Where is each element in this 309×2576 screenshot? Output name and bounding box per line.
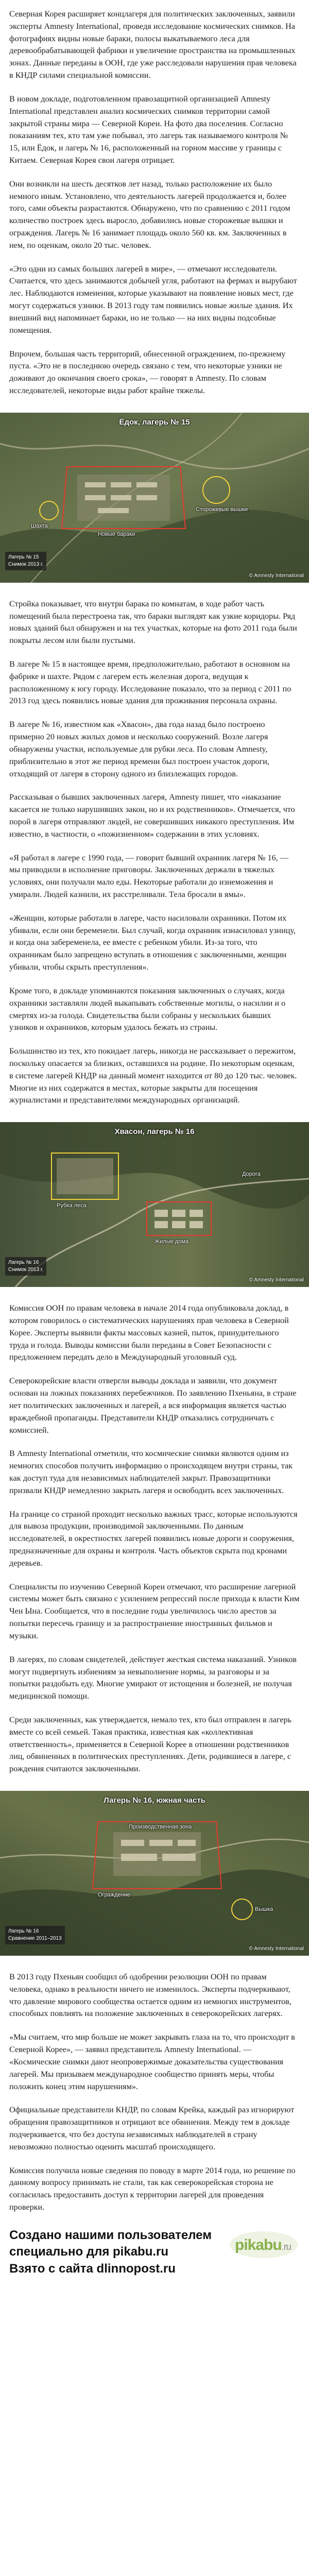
- map-label: Ограждение: [98, 1892, 131, 1898]
- map-label: Новые бараки: [98, 531, 135, 537]
- article-paragraph: Специалисты по изучению Северной Кореи отмечают, что расширение лагерной системы может быть связано с усилением репрессий после прихода к власти Ким Чен Ына. Сообщается, что в последние годы увеличилось число арестов за попытки пересечь границу и за распространение иностранных фильмов и музыки.: [9, 1582, 300, 1640]
- article-paragraph: Комиссия ООН по правам человека в начале 2014 года опубликовала доклад, в котором говорилось о систематических нарушениях прав человека в Северной Корее. Эксперты выявили факты массовых казней, пыток, принудительного труда и голода. Выводы комиссии были переданы в Совет Безопасности с предложением передать дело в Международный уголовный суд.: [9, 1303, 289, 1362]
- article-paragraph: В лагере № 16, известном как «Хвасон», два года назад было построено примерно 20 новых жилых домов и несколько сооружений. Возле лагеря обнаружены участки, используемые для рубки леса. По словам Amnesty, приблизительно в этот же период времени был построен участок дороги, отходящий от лагеря в сторону одного из близлежащих городов.: [9, 720, 269, 778]
- image-caption: Лагерь № 16, южная часть: [104, 1796, 205, 1805]
- satellite-image-camp-16-south: [0, 1791, 309, 1956]
- map-label: Рубка леса: [57, 1202, 87, 1209]
- article-paragraph: «Мы считаем, что мир больше не может закрывать глаза на то, что происходит в Северной Корее», — заявил представитель Amnesty International. — «Космические снимки дают неопровержимые доказательства существования лагерей. Мы призываем международное сообщество принять меры, чтобы положить конец этим нарушениям».: [9, 2032, 295, 2091]
- map-label: Производственная зона: [129, 1824, 192, 1830]
- logo-main: pikabu: [235, 2236, 282, 2253]
- article-paragraph: Они возникли на шесть десятков лет назад, только расположение их было немного иным. Установлено, что деятельность лагерей продолжается и, более того, сами объекты разрастаются. Обнаружено, что по сравнению с 2011 годом количество построек здесь выросло, добавились новые сторожевые вышки и ограждения. Лагерь № 16 занимает площадь около 560 кв. км. Заключенных в нем, по оценкам, около 20 тыс. человек.: [9, 179, 290, 250]
- article-paragraph: В новом докладе, подготовленном правозащитной организацией Amnesty International представлен анализ космических снимков территории самой закрытой страны мира — Северной Кореи. На фото два поселения. Согласно показаниям тех, кто там уже побывал, это лагерь так называемого контроля № 15, или Ёдок, и лагерь № 16, расположенный на горном массиве у границы с Китаем. Северная Корея свои лагеря отрицает.: [9, 94, 288, 165]
- map-label: Дорога: [242, 1171, 261, 1178]
- article-paragraph: В лагерях, по словам свидетелей, действует жесткая система наказаний. Узников могут подвергнуть избиениям за невыполнение нормы, за разговоры и за попытки раздобыть еду. Многие умирают от истощения и болезней, не получая медицинской помощи.: [9, 1654, 297, 1701]
- footer-line: Взято с сайта dlinnopost.ru: [9, 2261, 176, 2276]
- map-label: Вышка: [255, 1906, 273, 1912]
- legend-line: Снимок 2013 г.: [8, 1267, 44, 1273]
- map-label: Шахта: [31, 522, 48, 529]
- article-paragraph: В Amnesty International отметили, что космические снимки являются одним из немногих способов получить информацию о происходящем внутри страны, так как доступ туда для независимых наблюдателей закрыт. Правозащитники призвали КНДР немедленно закрыть лагеря и освободить всех заключенных.: [9, 1449, 293, 1495]
- article-paragraph: Впрочем, большая часть территорий, обнесенной ограждением, по-прежнему пуста. «Это не в последнюю очередь связано с тем, что некоторые узники не доживают до окончания своего срока», — говорят в Amnesty. По словам исследователей, некоторые виды работ крайне тяжелы.: [9, 349, 286, 395]
- image-credit: © Amnesty International: [249, 1277, 304, 1283]
- article-paragraph: Официальные представители КНДР, по словам Крейка, каждый раз игнорируют обращения правозащитников и отрицают все обвинения. Между тем в докладе подчеркивается, что без доступа независимых наблюдателей в страну невозможно полностью оценить масштаб происходящего.: [9, 2105, 295, 2151]
- image-credit: © Amnesty International: [249, 572, 304, 579]
- logo-wordmark: [235, 2236, 291, 2254]
- logo-tld: .ru: [281, 2241, 291, 2252]
- image-caption: Ёдок, лагерь № 15: [119, 417, 190, 427]
- satellite-image-camp-15: [0, 413, 309, 583]
- article-paragraph: «Это одни из самых больших лагерей в мире», — отмечают исследователи. Считается, что здесь занимаются добычей угля, работают на фермах и вырубают лес. Наблюдаются изменения, которые указывают на появление новых мест, где могут содержаться узники. В 2013 году там появились новые жилые здания. Их внешний вид напоминает бараки, но не только — на них видны подсобные помещения.: [9, 264, 297, 335]
- map-legend: [5, 1257, 46, 1276]
- footer-line: Создано нашими пользователем: [9, 2228, 212, 2242]
- satellite-image-camp-16: [0, 1122, 309, 1287]
- article-paragraph: Северная Корея расширяет концлагеря для политических заключенных, заявили эксперты Amnesty International, проведя исследование космических снимков. На фотографиях видны новые бараки, полосы выкатываемого леса для деревообрабатывающей фабрики и увеличение пространства на промышленных зонах. Данные переданы в ООН, где уже расследовали нарушения прав человека в КНДР силами специальной комиссии.: [9, 9, 297, 80]
- legend-line: Сравнение 2011–2013: [8, 1936, 62, 1941]
- map-label: Сторожевые вышки: [196, 506, 248, 513]
- article-paragraph: Большинство из тех, кто покидает лагерь, никогда не рассказывает о пережитом, поскольку опасается за близких, оставшихся на родине. По некоторым оценкам, в системе лагерей КНДР на данный момент находится от 80 до 120 тыс. человек. Многие из них содержатся в местах, которые закрыты для посещения журналистами и представителями международных организаций.: [9, 1046, 297, 1105]
- legend-title: Лагерь № 15: [8, 554, 39, 560]
- article-paragraph: Рассказывая о бывших заключенных лагеря, Amnesty пишет, что «наказание касается не только нарушивших закон, но и их родственников». Отмечается, что порой в лагеря отправляют людей, не совершивших никакого преступления. Им известно, в частности, о «пожизненном» содержании в этих условиях.: [9, 792, 295, 839]
- map-legend: [5, 1926, 65, 1944]
- article-paragraph: «Женщин, которые работали в лагере, часто насиловали охранники. Потом их убивали, если они беременели. Был случай, когда охранник изнасиловал узницу, и когда она забеременела, ее вместе с ребенком убили. Из-за того, что охранникам было запрещено вступать в отношения с заключенными, женщин убивали, чтобы скрыть преступления».: [9, 913, 296, 972]
- pikabu-logo[interactable]: [228, 2228, 300, 2261]
- article-paragraph: В 2013 году Пхеньян сообщил об одобрении резолюции ООН по правам человека, однако в реальности ничего не изменилось. Эксперты подчеркивают, что давление мирового сообщества остается одним из немногих инструментов, способных повлиять на положение заключенных в северокорейских лагерях.: [9, 1972, 291, 2019]
- legend-title: Лагерь № 16: [8, 1928, 39, 1934]
- legend-line: Снимок 2013 г.: [8, 561, 44, 567]
- post-footer: [0, 2227, 309, 2284]
- article-paragraph: На границе со страной проходит несколько важных трасс, которые используются для вывоза продукции, производимой заключенными. По данным исследователей, в окрестностях лагерей появились новые дороги и сооружения, предназначенные для охраны и контроля. Часть объектов скрыта под кронами деревьев.: [9, 1509, 298, 1568]
- article-paragraph: Северокорейские власти отвергли выводы доклада и заявили, что документ основан на ложных показаниях перебежчиков. По заявлению Пхеньяна, в стране нет политических заключенных и лагерей, а вся информация является частью враждебной пропаганды. Представители КНДР отказались сотрудничать с комиссией.: [9, 1376, 297, 1435]
- article-paragraph: Кроме того, в докладе упоминаются показания заключенных о случаях, когда охранники заставляли людей выкапывать собственные могилы, о насилии и о смертях из-за голода. Свидетельства были собраны у нескольких бывших узников и охранников, которым удалось бежать из страны.: [9, 986, 286, 1032]
- article-paragraph: Комиссия получила новые сведения по поводу в марте 2014 года, но решение по данному вопросу принимать не стали, так как северокорейская сторона не согласилась предоставить доступ к территории лагерей для проведения проверки.: [9, 2165, 296, 2212]
- image-caption: Хвасон, лагерь № 16: [114, 1127, 195, 1137]
- map-legend: [5, 552, 46, 570]
- article-paragraph: «Я работал в лагере с 1990 года, — говорит бывший охранник лагеря № 16, — мы приводили в исполнение приговоры. Заключенных держали в тяжелых условиях, они получали мало еды. Некоторые работали до изнеможения и умирали. Людей казнили, их расстреливали. Тела бросали в ямы».: [9, 853, 289, 899]
- map-label: Жилые дома: [154, 1239, 189, 1245]
- legend-title: Лагерь № 16: [8, 1260, 39, 1266]
- article-paragraph: В лагере № 15 в настоящее время, предположительно, работают в основном на фабрике и шахте. Рядом с лагерем есть железная дорога, ведущая к расположенному к югу городу. Исследование показало, что за период с 2011 по 2013 год здесь появились новые здания для проживания персонала охраны.: [9, 659, 291, 706]
- footer-line: специально для pikabu.ru: [9, 2245, 169, 2259]
- image-credit: © Amnesty International: [249, 1946, 304, 1952]
- article-paragraph: Стройка показывает, что внутри барака по комнатам, в ходе работ часть помещений была перестроена так, что бараки выглядят как узкие коридоры. Ряд новых зданий был обнаружен и на тех участках, которые на фото 2011 года были покрыты лесом или были пустыми.: [9, 599, 297, 646]
- article-paragraph: Среди заключенных, как утверждается, немало тех, кто был отправлен в лагерь вместе со всей семьей. Такая практика, известная как «коллективная ответственность», применяется в Северной Корее в отношении родственников лиц, обвиненных в политических преступлениях. Дети, родившиеся в лагере, с рождения считаются заключенными.: [9, 1715, 292, 1774]
